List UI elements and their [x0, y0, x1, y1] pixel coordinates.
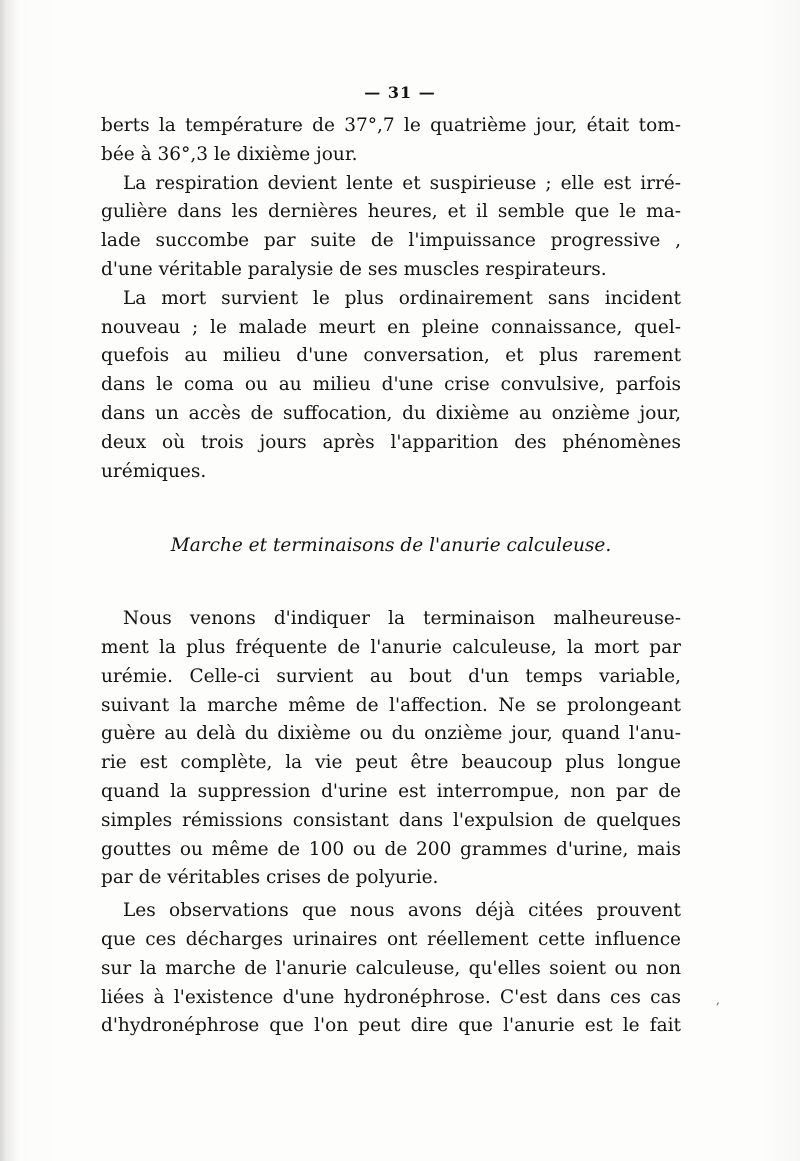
- section-heading: Marche et terminaisons de l'anurie calculeuse.: [170, 535, 612, 557]
- text-line: nouveau ; le malade meurt en pleine connaissance, quel-: [101, 316, 681, 338]
- text-line: berts la température de 37°,7 le quatrième jour, était tom-: [101, 115, 681, 136]
- text-line: Nous venons d'indiquer la terminaison malheureuse-: [123, 608, 681, 630]
- page-number: — 31 —: [364, 83, 436, 102]
- text-line: deux où trois jours après l'apparition des phénomènes: [101, 431, 681, 453]
- text-line: gouttes ou même de 100 ou de 200 grammes d'urine, mais: [101, 838, 681, 860]
- text-line: gulière dans les dernières heures, et il semble que le ma-: [101, 201, 681, 223]
- text-line: guère au delà du dixième ou du onzième jour, quand l'anu-: [101, 723, 681, 745]
- stray-mark: ,: [716, 993, 720, 1007]
- text-line: quand la suppression d'urine est interrompue, non par de: [101, 780, 681, 802]
- text-line: dans le coma ou au milieu d'une crise convulsive, parfois: [101, 374, 681, 396]
- text-line: d'hydronéphrose que l'on peut dire que l'anurie est le fait: [101, 1015, 681, 1037]
- text-line: ment la plus fréquente de l'anurie calculeuse, la mort par: [101, 636, 681, 658]
- text-line: Les observations que nous avons déjà citées prouvent: [123, 900, 681, 922]
- text-line: urémie. Celle-ci survient au bout d'un temps variable,: [101, 665, 681, 687]
- text-line: dans un accès de suffocation, du dixième au onzième jour,: [101, 402, 681, 424]
- text-line: bée à 36°,3 le dixième jour.: [101, 143, 358, 165]
- text-line: liées à l'existence d'une hydronéphrose. C'est dans ces cas: [101, 986, 681, 1008]
- paragraph-3: [101, 285, 681, 487]
- text-line: simples rémissions consistant dans l'expulsion de quelques: [101, 809, 681, 831]
- paragraph-2: [101, 170, 681, 285]
- body-text: [101, 112, 681, 1041]
- paragraph-5: [101, 897, 681, 1041]
- text-line: La mort survient le plus ordinairement sans incident: [123, 287, 681, 309]
- paragraph-1: [101, 112, 681, 170]
- text-line: urémiques.: [101, 460, 207, 482]
- text-line: La respiration devient lente et suspirieuse ; elle est irré-: [123, 172, 681, 194]
- text-line: quefois au milieu d'une conversation, et plus rarement: [101, 345, 681, 367]
- paragraph-4: [101, 605, 681, 893]
- text-line: rie est complète, la vie peut être beaucoup plus longue: [101, 752, 681, 774]
- text-line: sur la marche de l'anurie calculeuse, qu'elles soient ou non: [101, 957, 681, 979]
- text-line: par de véritables crises de polyurie.: [101, 867, 439, 889]
- text-line: d'une véritable paralysie de ses muscles respirateurs.: [101, 258, 607, 280]
- text-line: que ces décharges urinaires ont réellement cette influence: [101, 928, 681, 950]
- text-line: suivant la marche même de l'affection. Ne se prolongeant: [101, 694, 681, 716]
- text-line: lade succombe par suite de l'impuissance progressive ,: [101, 230, 681, 252]
